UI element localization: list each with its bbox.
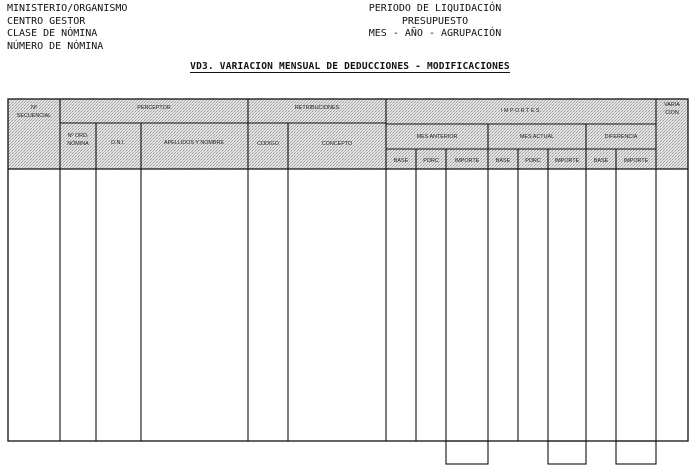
label-mes-actual: MES ACTUAL [519, 134, 555, 140]
label-porc-anterior: PORC [423, 158, 439, 164]
label-apellidos-nombre: APELLIDOS Y NOMBRE [163, 140, 225, 146]
label-n-secuencial-2: SECUENCIAL [16, 113, 52, 119]
header-clase-nomina: CLASE DE NÓMINA [7, 28, 98, 39]
label-base-diferencia: BASE [593, 158, 609, 164]
label-retribuciones: RETRIBUCIONES [294, 105, 340, 111]
label-diferencia: DIFERENCIA [604, 134, 638, 140]
label-codigo: CODIGO [257, 141, 279, 147]
label-variacion-1: VARIA [664, 102, 680, 108]
label-perceptor: PERCEPTOR [137, 105, 171, 111]
label-base-actual: BASE [495, 158, 511, 164]
label-dni: D.N.I. [111, 140, 125, 146]
header-ministerio: MINISTERIO/ORGANISMO [7, 3, 128, 14]
label-concepto: CONCEPTO [321, 141, 353, 147]
label-n-ord-2: NÓMINA [67, 141, 89, 147]
label-importes: IMPORTES [500, 108, 542, 114]
label-n-ord-1: Nº ORD. [67, 133, 89, 139]
header-numero-nomina: NÚMERO DE NÓMINA [7, 40, 104, 52]
label-base-anterior: BASE [393, 158, 409, 164]
label-n-secuencial-1: Nº [31, 105, 37, 111]
total-box-diferencia [616, 441, 656, 464]
header-periodo: PERIODO DE LIQUIDACIÓN [368, 3, 502, 14]
total-box-mes-actual [548, 441, 586, 464]
total-boxes [446, 441, 656, 464]
total-box-mes-anterior [446, 441, 488, 464]
label-importe-actual: IMPORTE [554, 158, 580, 164]
label-mes-anterior: MES ANTERIOR [416, 134, 458, 140]
header-mes-ano: MES - AÑO - AGRUPACIÓN [368, 28, 502, 39]
header-presupuesto: PRESUPUESTO [401, 15, 469, 27]
label-variacion-2: CION [665, 110, 679, 116]
header-centro-gestor: CENTRO GESTOR [7, 15, 86, 27]
label-importe-diferencia: IMPORTE [623, 158, 649, 164]
label-importe-anterior: IMPORTE [454, 158, 480, 164]
document-title-text: VD3. VARIACION MENSUAL DE DEDUCCIONES - MODIFICACIONES [190, 61, 510, 72]
label-porc-actual: PORC [525, 158, 541, 164]
